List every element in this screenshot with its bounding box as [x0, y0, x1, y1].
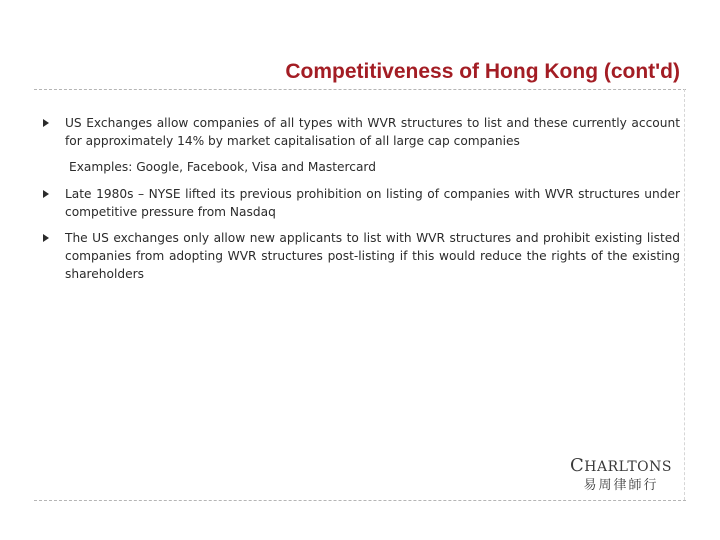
bullet-arrow-icon [43, 190, 49, 198]
bullet-arrow-icon [43, 234, 49, 242]
charltons-logo [560, 456, 682, 495]
bullet-item [40, 114, 680, 150]
sub-bullet-text: Examples: Google, Facebook, Visa and Mastercard [69, 160, 376, 174]
bullet-arrow-icon [43, 119, 49, 127]
bullet-text: US Exchanges allow companies of all types with WVR structures to list and these currently account for approximately 14% by market capitalisation of all large cap companies [65, 116, 680, 148]
bullet-text: The US exchanges only allow new applicants to list with WVR structures and prohibit existing listed companies from adopting WVR structures post-listing if this would reduce the rights of the existing shareholders [65, 231, 680, 281]
logo-chinese-name: 易周律師行 [583, 478, 659, 493]
right-guide-line [684, 89, 685, 500]
slide-body [40, 114, 680, 291]
title-divider [34, 89, 686, 90]
logo-name: CHARLTONS [570, 455, 672, 476]
bullet-text: Late 1980s – NYSE lifted its previous prohibition on listing of companies with WVR structures under competitive pressure from Nasdaq [65, 187, 680, 219]
slide-title: Competitiveness of Hong Kong (cont'd) [285, 60, 680, 83]
bullet-item [40, 185, 680, 221]
bullet-item [40, 229, 680, 283]
footer-divider [34, 500, 686, 501]
